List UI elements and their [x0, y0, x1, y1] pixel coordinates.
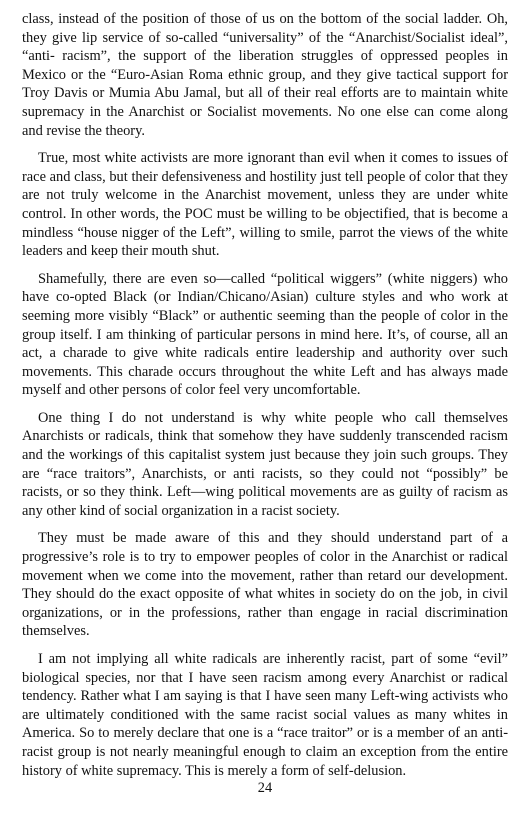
book-page [22, 10, 508, 800]
paragraph-1: class, instead of the position of those of us on the bottom of the social ladder. Oh, they give lip service of so-called “universality” of the “Anarchist/Socialist ideal”, “anti- racism”, the support of the liberation struggles of oppressed peoples in Mexico or the “Euro-Asian Roma ethnic group, and they give tactical support for Troy Davis or Mumia Abu Jamal, but all of their real efforts are to maintain white supremacy in the Anarchist or Socialist movements. No one else can come along and revise the theory. [22, 11, 508, 139]
paragraph-2: True, most white activists are more ignorant than evil when it comes to issues of race and class, but their defensiveness and hostility just tell people of color that they are not truly welcome in the Anarchist movement, unless they are under white control. In other words, the POC must be willing to be objectified, that is become a mindless “house nigger of the Left”, willing to smile, parrot the views of the white leaders and keep their mouth shut. [22, 150, 508, 260]
paragraph-3: Shamefully, there are even so—called “political wiggers” (white niggers) who have co-opted Black (or Indian/Chicano/Asian) culture styles and who work at seeming more visibly “Black” or authentic seeming than the people of color in the group itself. I am thinking of particular persons in mind here. It’s, of course, all an act, a charade to give white radicals entire leadership and authority over such movements. This charade occurs throughout the white Left and has always made myself and other persons of color feel very uncomfortable. [22, 270, 508, 399]
paragraph-4: One thing I do not understand is why white people who call themselves Anarchists or radicals, think that somehow they have suddenly transcended racism and the workings of this capitalist system just because they join such groups. They are “race traitors”, Anarchists, or anti racists, so they could not “possibly” be racists, or so they think. Left—wing political movements are as guilty of racism as any other kind of social organization in a racist society. [22, 409, 508, 519]
paragraph-5: They must be made aware of this and they should understand part of a progressive’s role is to try to empower peoples of color in the Anarchist or radical movement when we come into the movement, rather than retard our development. They should do the exact opposite of what whites in society do on the job, in civil organizations, or in the professions, rather than engage in racial discrimination themselves. [22, 530, 508, 640]
page-number: 24 [257, 780, 273, 796]
body-text [22, 10, 508, 780]
paragraph-6: I am not implying all white radicals are inherently racist, part of some “evil” biological species, nor that I have seen racism among every Anarchist or radical tendency. Rather what I am saying is that I have seen many Left-wing activists who are ultimately conditioned with the same racist social values as many whites in America. So to merely declare that one is a “race traitor” or is a member of an anti-racist group is not nearly meaningful enough to claim an exception from the entire history of white supremacy. This is merely a form of self-delusion. [22, 651, 508, 779]
